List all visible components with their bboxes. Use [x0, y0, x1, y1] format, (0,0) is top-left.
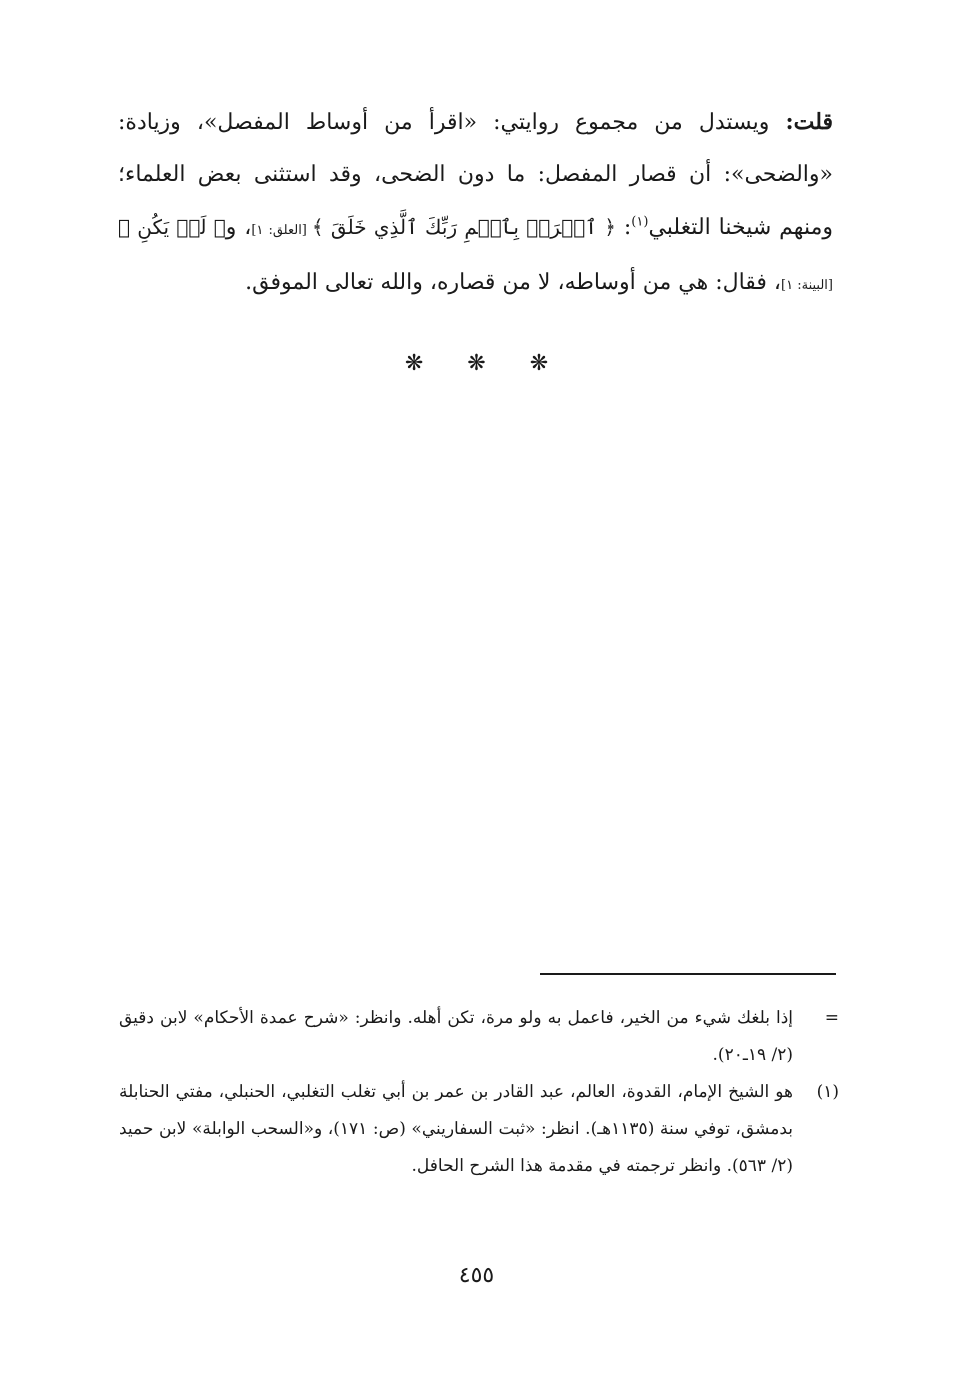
quran-quote: ﴿ لَمۡ يَكُنِ ﴾	[118, 215, 226, 239]
footnote-text: هو الشيخ الإمام، القدوة، العالم، عبد القادر بن عمر بن أبي تغلب التغلبي، الحنبلي، مفتي الحنابلة بدمشق، توفي سنة (١١٣٥هـ). انظر: «ثبت السفاريني» (ص: ١٧١)، و«السحب الوابلة» لابن حميد (٢/ ٥٦٣). وانظر ترجمته في مقدمة هذا الشرح الحافل.	[119, 1082, 794, 1176]
surah-reference: [البينة: ١]	[781, 278, 833, 293]
section-separator	[0, 351, 953, 376]
separator-star-icon: ❋	[529, 351, 549, 376]
text-segment: :	[615, 215, 632, 240]
surah-reference: [العلق: ١]	[251, 223, 312, 238]
lead-word: قلت:	[785, 109, 834, 135]
page-number: ٤٥٥	[458, 1263, 495, 1288]
text-segment: ويستدل من مجموع روايتي: «اقرأ من أوساط المفصل»، وزيادة: «والضحى»: أن قصار المفصل: ما دون الضحى، وقد استثنى بعض العلماء؛ ومنهم شيخنا التغلبي	[118, 110, 833, 240]
footnote-marker: (١)	[816, 1082, 839, 1102]
footnotes	[119, 1000, 839, 1185]
text-segment: ، و	[225, 215, 252, 240]
footnote-marker: =	[824, 1008, 839, 1028]
main-text	[118, 96, 833, 312]
footnote-text: إذا بلغك شيء من الخير، فاعمل به ولو مرة، تكن أهله. وانظر: «شرح عمدة الأحكام» لابن دقيق (٢/ ١٩ـ٢٠).	[119, 1008, 793, 1065]
footnote-item	[119, 1000, 839, 1074]
footnote-divider	[540, 973, 836, 975]
quran-quote: ﴿ ٱقۡرَأۡ بِٱسۡمِ رَبِّكَ ٱلَّذِي خَلَقَ ﴾	[311, 215, 616, 239]
separator-star-icon: ❋	[467, 351, 486, 376]
separator-star-icon: ❋	[404, 351, 424, 376]
footnote-item	[119, 1074, 839, 1185]
main-paragraph	[118, 96, 833, 312]
text-segment: ، فقال: هي من أوساطه، لا من قصاره، والله تعالى الموفق.	[245, 270, 782, 295]
footnote-reference: (١)	[631, 214, 649, 230]
